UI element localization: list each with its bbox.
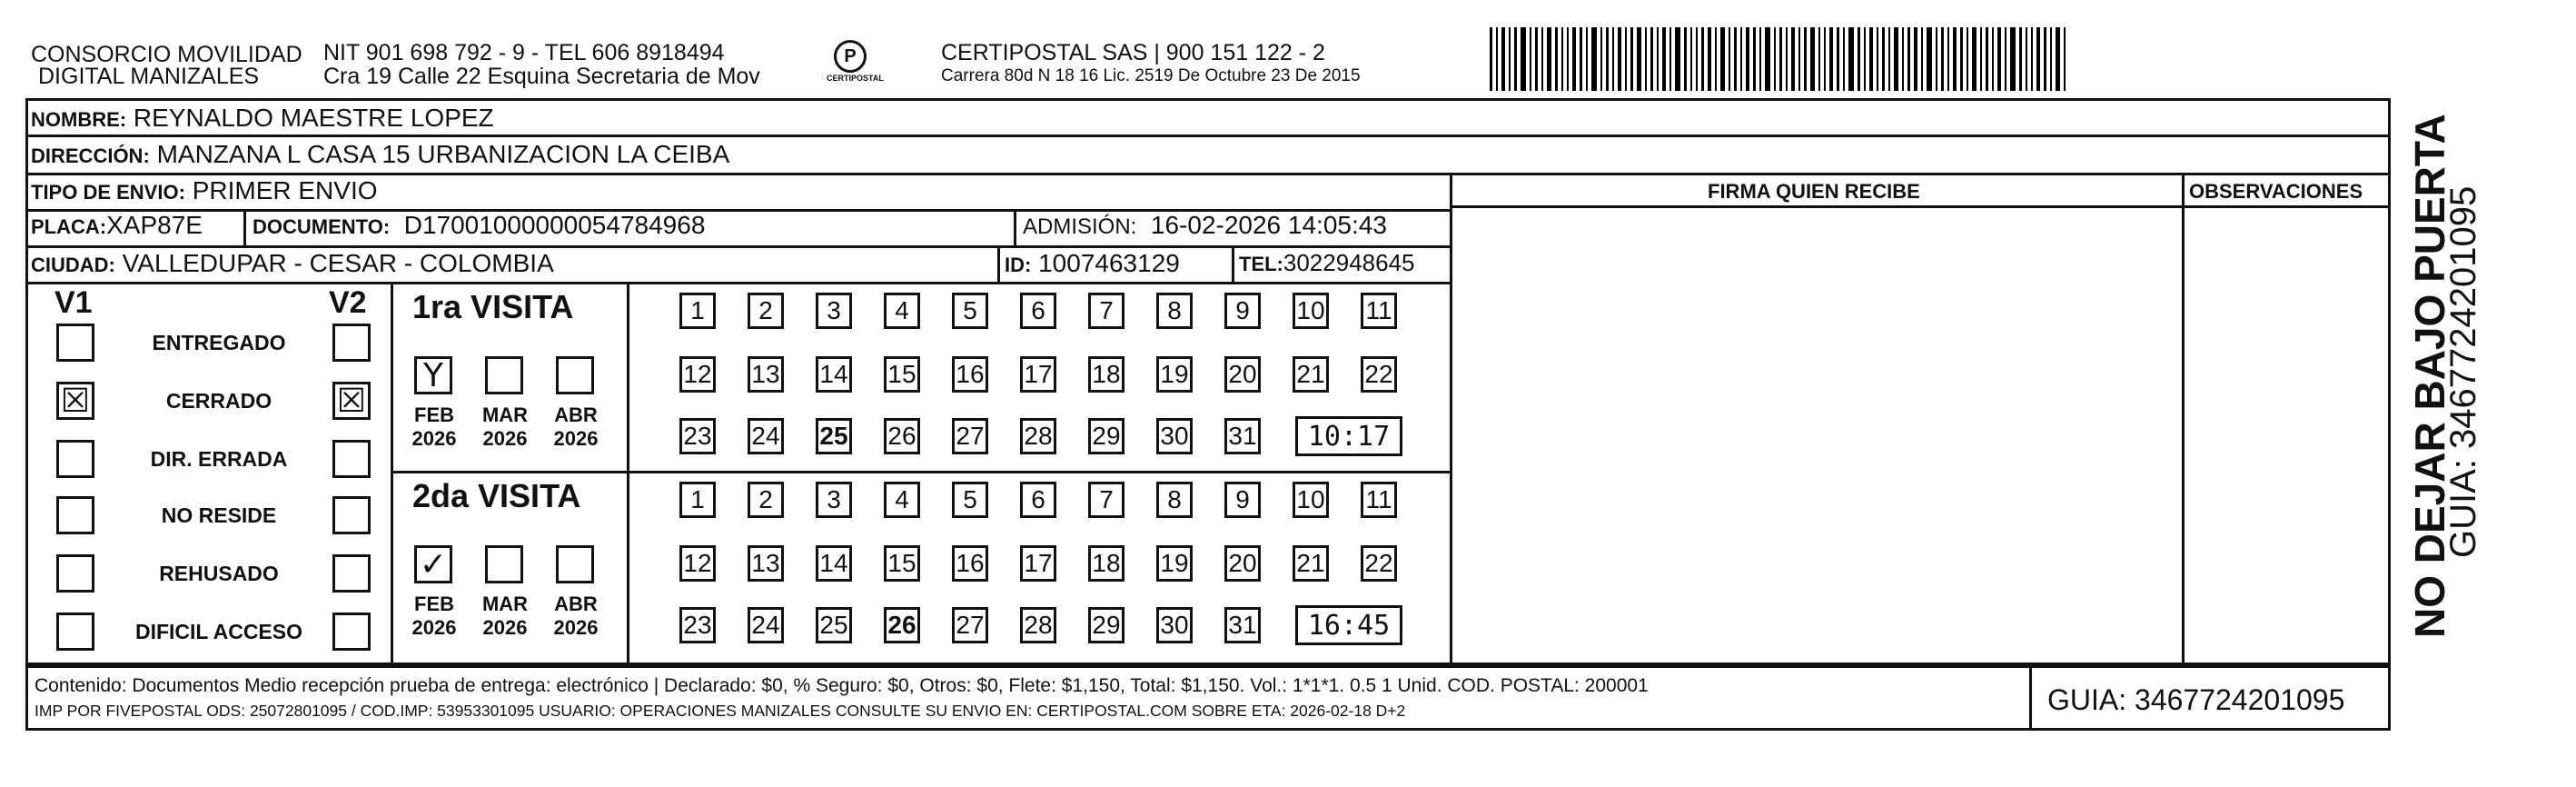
barcode-bar bbox=[2056, 27, 2060, 91]
day-box[interactable]: 26 bbox=[884, 607, 920, 643]
status-v1-checkbox[interactable] bbox=[56, 554, 94, 593]
day-box[interactable]: 12 bbox=[679, 356, 716, 393]
month-year: 2026 bbox=[553, 427, 599, 450]
day-box[interactable]: 11 bbox=[1361, 293, 1397, 329]
day-box[interactable]: 5 bbox=[952, 482, 988, 518]
month-year: 2026 bbox=[411, 427, 457, 450]
address-line: Cra 19 Calle 22 Esquina Secretaria de Mov bbox=[323, 64, 760, 89]
day-box[interactable]: 3 bbox=[816, 293, 852, 329]
barcode-bar bbox=[1953, 27, 1957, 91]
address-field: DIRECCIÓN: MANZANA L CASA 15 URBANIZACION LA CEIBA bbox=[31, 140, 730, 168]
barcode-bar bbox=[1715, 27, 1717, 91]
month-checkbox[interactable] bbox=[485, 356, 523, 394]
day-box[interactable]: 13 bbox=[748, 356, 784, 393]
visit-title: 1ra VISITA bbox=[412, 288, 574, 325]
barcode-bar bbox=[1625, 27, 1627, 91]
day-box[interactable]: 11 bbox=[1361, 482, 1397, 518]
barcode-bar bbox=[1810, 27, 1815, 91]
barcode-bar bbox=[2026, 27, 2027, 91]
day-box[interactable]: 9 bbox=[1224, 482, 1261, 518]
day-box[interactable]: 31 bbox=[1224, 418, 1261, 454]
guia-box: GUIA: 3467724201095 bbox=[2047, 683, 2345, 716]
visit-title: 2da VISITA bbox=[412, 477, 581, 514]
barcode-bar bbox=[1936, 27, 1937, 91]
barcode-bar bbox=[1980, 27, 1982, 91]
day-box[interactable]: 14 bbox=[816, 356, 852, 393]
plate-field: PLACA:XAP87E bbox=[31, 211, 203, 239]
day-box[interactable]: 26 bbox=[884, 418, 920, 454]
day-box[interactable]: 23 bbox=[679, 607, 716, 643]
day-box[interactable]: 24 bbox=[748, 418, 784, 454]
barcode-bar bbox=[1864, 27, 1866, 91]
logo-text: CERTIPOSTAL bbox=[827, 74, 884, 83]
barcode-bar bbox=[1986, 27, 1988, 91]
status-v1-checkbox[interactable]: ☒ bbox=[56, 382, 94, 420]
barcode-bar bbox=[2019, 27, 2022, 91]
city-field: CIUDAD: VALLEDUPAR - CESAR - COLOMBIA bbox=[31, 249, 554, 277]
barcode-bar bbox=[1591, 27, 1597, 91]
status-v1-checkbox[interactable] bbox=[56, 440, 94, 478]
barcode-bar bbox=[1753, 27, 1756, 91]
barcode-bar bbox=[1530, 27, 1531, 91]
side-guia: GUIA: 3467724201095 bbox=[2443, 185, 2483, 558]
barcode-bar bbox=[1914, 27, 1917, 91]
barcode-bar bbox=[1729, 27, 1730, 91]
month-name: MAR bbox=[481, 593, 529, 615]
status-v2-checkbox[interactable] bbox=[332, 324, 371, 362]
barcode-bar bbox=[1837, 27, 1839, 91]
barcode bbox=[1490, 27, 2216, 91]
day-box[interactable]: 4 bbox=[884, 293, 920, 329]
barcode-bar bbox=[1877, 27, 1878, 91]
barcode-bar bbox=[2064, 27, 2066, 91]
day-box[interactable]: 19 bbox=[1156, 356, 1193, 393]
barcode-bar bbox=[1669, 27, 1671, 91]
day-box[interactable]: 8 bbox=[1156, 293, 1193, 329]
day-box[interactable]: 2 bbox=[748, 293, 784, 329]
month-name: ABR bbox=[554, 403, 598, 426]
barcode-bar bbox=[1888, 27, 1890, 91]
barcode-bar bbox=[1746, 27, 1749, 91]
status-v1-checkbox[interactable] bbox=[56, 496, 94, 534]
barcode-bar bbox=[1869, 27, 1873, 91]
barcode-bar bbox=[1509, 27, 1511, 91]
day-box[interactable]: 15 bbox=[884, 545, 920, 582]
barcode-bar bbox=[1547, 27, 1551, 91]
day-box[interactable]: 20 bbox=[1224, 356, 1261, 393]
barcode-bar bbox=[2010, 27, 2016, 91]
footer-line2: IMP POR FIVEPOSTAL ODS: 25072801095 / COD.IMP: 53953301095 USUARIO: OPERACIONES MANIZALES CONSULTE SU ENVIO EN: CERTIPOSTAL.COM SOBRE ETA: 2026-02-18 D+2 bbox=[35, 702, 1406, 720]
day-box[interactable]: 16 bbox=[952, 545, 988, 582]
day-box[interactable]: 30 bbox=[1156, 607, 1193, 643]
barcode-bar bbox=[1734, 27, 1737, 91]
barcode-bar bbox=[1843, 27, 1845, 91]
status-label: NO RESIDE bbox=[161, 503, 277, 527]
month-name: MAR bbox=[481, 403, 529, 426]
barcode-bar bbox=[1907, 27, 1910, 91]
barcode-bar bbox=[1824, 27, 1826, 91]
barcode-bar bbox=[1972, 27, 1977, 91]
barcode-bar bbox=[1637, 27, 1641, 91]
status-v1-checkbox[interactable] bbox=[56, 324, 94, 362]
month-name: ABR bbox=[554, 593, 598, 615]
barcode-bar bbox=[1696, 27, 1698, 91]
barcode-bar bbox=[1501, 27, 1505, 91]
barcode-bar bbox=[1858, 27, 1860, 91]
barcode-bar bbox=[1882, 27, 1885, 91]
barcode-bar bbox=[1759, 27, 1761, 91]
day-box[interactable]: 18 bbox=[1088, 545, 1125, 582]
barcode-bar bbox=[1514, 27, 1517, 91]
month-year: 2026 bbox=[482, 427, 528, 450]
barcode-bar bbox=[1786, 27, 1788, 91]
status-v2-checkbox[interactable] bbox=[332, 613, 371, 651]
barcode-bar bbox=[1490, 27, 1492, 91]
barcode-bar bbox=[1561, 27, 1563, 91]
day-box[interactable]: 30 bbox=[1156, 418, 1193, 454]
company-name-line1: CONSORCIO MOVILIDAD bbox=[31, 42, 302, 67]
day-box[interactable]: 1 bbox=[679, 293, 716, 329]
status-label: DIR. ERRADA bbox=[150, 447, 288, 471]
day-box[interactable]: 28 bbox=[1020, 418, 1056, 454]
barcode-bar bbox=[1645, 27, 1647, 91]
day-box[interactable]: 25 bbox=[816, 418, 852, 454]
day-box[interactable]: 8 bbox=[1156, 482, 1193, 518]
barcode-bar bbox=[2005, 27, 2006, 91]
month-name: FEB bbox=[414, 403, 454, 426]
company-name-line2: DIGITAL MANIZALES bbox=[38, 64, 260, 89]
day-box[interactable]: 9 bbox=[1224, 293, 1261, 329]
month-checkbox[interactable] bbox=[485, 545, 523, 583]
day-box[interactable]: 27 bbox=[952, 607, 988, 643]
day-box[interactable]: 10 bbox=[1293, 293, 1329, 329]
barcode-bar bbox=[1894, 27, 1898, 91]
day-box[interactable]: 6 bbox=[1020, 293, 1056, 329]
barcode-bar bbox=[1580, 27, 1582, 91]
barcode-bar bbox=[1848, 27, 1854, 91]
status-v2-checkbox[interactable]: ☒ bbox=[332, 382, 371, 420]
barcode-bar bbox=[1521, 27, 1526, 91]
day-box[interactable]: 5 bbox=[952, 293, 988, 329]
status-v1-checkbox[interactable] bbox=[56, 613, 94, 651]
day-box[interactable]: 24 bbox=[748, 607, 784, 643]
day-box[interactable]: 21 bbox=[1293, 545, 1329, 582]
barcode-bar bbox=[1941, 27, 1944, 91]
barcode-bar bbox=[1791, 27, 1795, 91]
barcode-bar bbox=[1902, 27, 1904, 91]
id-field: ID: 1007463129 bbox=[1005, 249, 1180, 277]
status-label: CERRADO bbox=[165, 389, 272, 413]
barcode-bar bbox=[1818, 27, 1820, 91]
carrier-address: Carrera 80d N 18 16 Lic. 2519 De Octubre 23 De 2015 bbox=[941, 66, 1361, 85]
day-box[interactable]: 6 bbox=[1020, 482, 1056, 518]
barcode-bar bbox=[1684, 27, 1687, 91]
day-box[interactable]: 28 bbox=[1020, 607, 1056, 643]
footer-line1: Contenido: Documentos Medio recepción prueba de entrega: electrónico | Declarado: $0, % Seguro: $0, Otros: $0, Flete: $1,150, Total: $1,150. Vol.: 1*1*1. 0.5 1 Unid. COD. POSTAL: 200001 bbox=[35, 675, 1649, 696]
barcode-bar bbox=[1496, 27, 1498, 91]
day-box[interactable]: 2 bbox=[748, 482, 784, 518]
barcode-bar bbox=[2044, 27, 2046, 91]
day-box[interactable]: 22 bbox=[1361, 356, 1397, 393]
send-type-field: TIPO DE ENVIO: PRIMER ENVIO bbox=[31, 176, 378, 204]
visit-time[interactable]: 16:45 bbox=[1295, 605, 1402, 645]
day-box[interactable]: 14 bbox=[816, 545, 852, 582]
barcode-bar bbox=[1657, 27, 1659, 91]
day-box[interactable]: 16 bbox=[952, 356, 988, 393]
barcode-bar bbox=[1690, 27, 1692, 91]
month-checkbox[interactable]: Y bbox=[414, 356, 452, 394]
barcode-bar bbox=[2031, 27, 2033, 91]
day-box[interactable]: 1 bbox=[679, 482, 716, 518]
day-box[interactable]: 18 bbox=[1088, 356, 1125, 393]
day-box[interactable]: 22 bbox=[1361, 545, 1397, 582]
barcode-bar bbox=[1720, 27, 1725, 91]
month-name: FEB bbox=[414, 593, 454, 615]
day-box[interactable]: 19 bbox=[1156, 545, 1193, 582]
month-checkbox[interactable]: ✓ bbox=[414, 545, 452, 583]
status-v2-checkbox[interactable] bbox=[332, 496, 371, 534]
day-box[interactable]: 27 bbox=[952, 418, 988, 454]
month-checkbox[interactable] bbox=[556, 356, 594, 394]
barcode-bar bbox=[1774, 27, 1776, 91]
barcode-bar bbox=[1586, 27, 1588, 91]
signature-header: FIRMA QUIEN RECIBE bbox=[1708, 180, 1920, 203]
barcode-bar bbox=[1535, 27, 1538, 91]
status-label: DIFICIL ACCESO bbox=[134, 620, 302, 643]
visit-time[interactable]: 10:17 bbox=[1295, 416, 1402, 456]
barcode-bar bbox=[1708, 27, 1711, 91]
barcode-bar bbox=[1555, 27, 1558, 91]
day-box[interactable]: 3 bbox=[816, 482, 852, 518]
barcode-bar bbox=[1927, 27, 1932, 91]
certipostal-logo-icon: P bbox=[834, 40, 867, 73]
barcode-bar bbox=[1779, 27, 1782, 91]
barcode-bar bbox=[1804, 27, 1807, 91]
day-box[interactable]: 12 bbox=[679, 545, 716, 582]
name-field: NOMBRE: REYNALDO MAESTRE LOPEZ bbox=[31, 104, 494, 132]
day-box[interactable]: 29 bbox=[1088, 418, 1125, 454]
barcode-bar bbox=[1701, 27, 1704, 91]
barcode-bar bbox=[1567, 27, 1569, 91]
status-label: ENTREGADO bbox=[152, 331, 286, 354]
barcode-bar bbox=[1572, 27, 1576, 91]
day-box[interactable]: 15 bbox=[884, 356, 920, 393]
day-box[interactable]: 31 bbox=[1224, 607, 1261, 643]
day-box[interactable]: 20 bbox=[1224, 545, 1261, 582]
barcode-bar bbox=[1618, 27, 1621, 91]
v1-label: V1 bbox=[54, 285, 93, 320]
barcode-bar bbox=[1798, 27, 1800, 91]
day-box[interactable]: 25 bbox=[816, 607, 852, 643]
month-checkbox[interactable] bbox=[556, 545, 594, 583]
status-label: REHUSADO bbox=[159, 562, 279, 585]
barcode-bar bbox=[2036, 27, 2040, 91]
barcode-bar bbox=[1662, 27, 1666, 91]
no-dejar-bajo-puerta: NO DEJAR BAJO PUERTA bbox=[2406, 114, 2453, 638]
barcode-bar bbox=[1921, 27, 1923, 91]
observations-header: OBSERVACIONES bbox=[2189, 180, 2363, 203]
barcode-bar bbox=[1765, 27, 1770, 91]
barcode-bar bbox=[1630, 27, 1633, 91]
barcode-bar bbox=[1612, 27, 1614, 91]
barcode-bar bbox=[1997, 27, 2001, 91]
observations-area[interactable] bbox=[2185, 209, 2387, 662]
barcode-bar bbox=[1600, 27, 1602, 91]
barcode-bar bbox=[1650, 27, 1653, 91]
tel-field: TEL:3022948645 bbox=[1239, 249, 1415, 276]
barcode-bar bbox=[1740, 27, 1742, 91]
day-box[interactable]: 17 bbox=[1020, 356, 1056, 393]
carrier-line: CERTIPOSTAL SAS | 900 151 122 - 2 bbox=[941, 40, 1325, 65]
v2-label: V2 bbox=[329, 285, 367, 320]
month-year: 2026 bbox=[553, 616, 599, 639]
month-year: 2026 bbox=[482, 616, 528, 639]
signature-area[interactable] bbox=[1453, 209, 2180, 662]
barcode-bar bbox=[1829, 27, 1833, 91]
nit-line: NIT 901 698 792 - 9 - TEL 606 8918494 bbox=[323, 40, 725, 65]
status-v2-checkbox[interactable] bbox=[332, 554, 371, 593]
status-v2-checkbox[interactable] bbox=[332, 440, 371, 478]
barcode-bar bbox=[1606, 27, 1609, 91]
barcode-bar bbox=[2050, 27, 2052, 91]
day-box[interactable]: 7 bbox=[1088, 482, 1125, 518]
barcode-bar bbox=[1960, 27, 1963, 91]
day-box[interactable]: 29 bbox=[1088, 607, 1125, 643]
day-box[interactable]: 21 bbox=[1293, 356, 1329, 393]
admission-field: ADMISIÓN: 16-02-2026 14:05:43 bbox=[1023, 211, 1387, 239]
month-year: 2026 bbox=[411, 616, 457, 639]
barcode-bar bbox=[1541, 27, 1543, 91]
day-box[interactable]: 4 bbox=[884, 482, 920, 518]
day-box[interactable]: 13 bbox=[748, 545, 784, 582]
day-box[interactable]: 23 bbox=[679, 418, 716, 454]
barcode-bar bbox=[1967, 27, 1968, 91]
barcode-bar bbox=[1675, 27, 1680, 91]
day-box[interactable]: 7 bbox=[1088, 293, 1125, 329]
barcode-bar bbox=[1992, 27, 1994, 91]
document-field: DOCUMENTO: D17001000000054784968 bbox=[253, 211, 706, 239]
barcode-bar bbox=[1947, 27, 1949, 91]
day-box[interactable]: 10 bbox=[1293, 482, 1329, 518]
day-box[interactable]: 17 bbox=[1020, 545, 1056, 582]
